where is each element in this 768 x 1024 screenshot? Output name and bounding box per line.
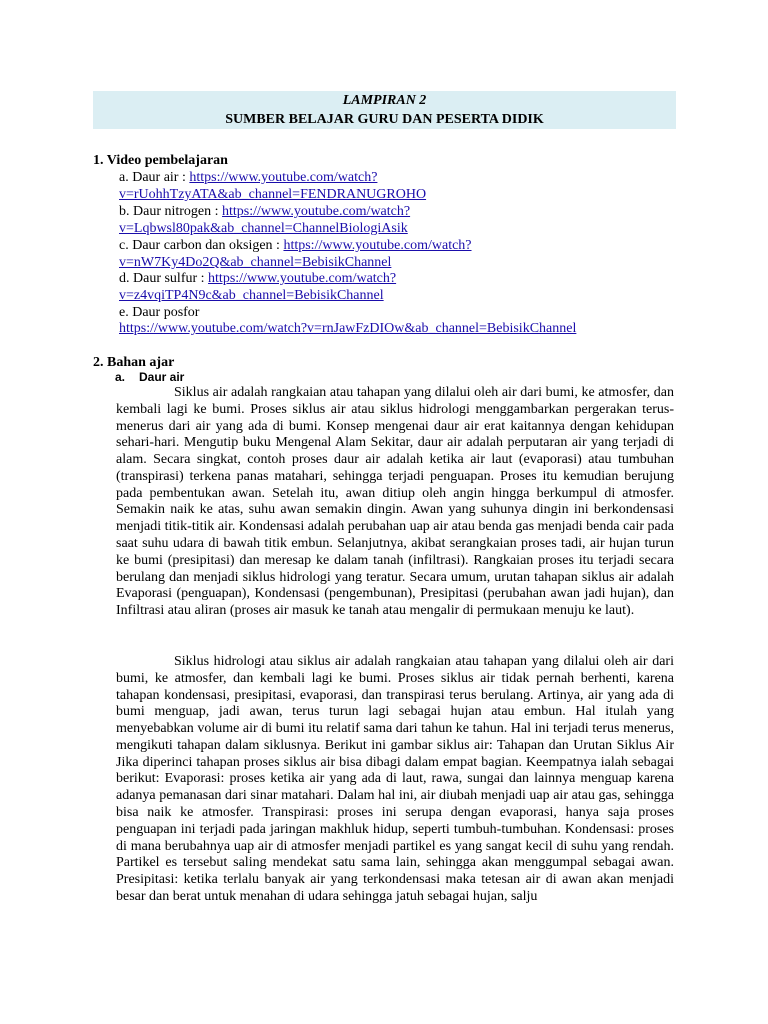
video-link-water-part1[interactable]: https://www.youtube.com/watch?: [189, 170, 378, 185]
section-1-heading: 1. Video pembelajaran: [93, 153, 228, 168]
video-item-sulfur: [119, 270, 396, 287]
video-link-phosphorus-part2[interactable]: https://www.youtube.com/watch?v=rnJawFzDIOw&ab_channel=BebisikChannel: [119, 321, 577, 336]
video-link-carbon-part1[interactable]: https://www.youtube.com/watch?: [283, 238, 472, 253]
video-item-label: d. Daur sulfur :: [119, 271, 209, 286]
appendix-subtitle: SUMBER BELAJAR GURU DAN PESERTA DIDIK: [225, 112, 544, 127]
video-item-carbon-url: [119, 254, 391, 271]
video-link-water-part2[interactable]: v=rUohhTzyATA&ab_channel=FENDRANUGROHO: [119, 187, 427, 202]
video-item-sulfur-url: [119, 287, 384, 304]
paragraph-2: Siklus hidrologi atau siklus air adalah rangkaian atau tahapan yang dilalui oleh air dari bumi, ke atmosfer, dan kembali lagi ke bumi. Proses siklus air tidak pernah berhenti, karena tahapan kondensasi, presipitasi, evaporasi, dan transpirasi terus berulang. Artinya, air yang ada di bumi menguap, jadi awan, terus turun lagi sebagai hujan atau embun. Hal itulah yang menyebabkan volume air di bumi itu relatif sama dari tahun ke tahun. Hal ini terjadi terus menerus, mengikuti tahapan dalam siklusnya. Berikut ini gambar siklus air: Tahapan dan Urutan Siklus Air Jika diperinci tahapan proses siklus air bisa dibagi dalam empat bagian. Keempatnya ialah sebagai berikut: Evaporasi: proses ketika air yang ada di laut, rawa, sungai dan lainnya menguap karena adanya pemanasan dari sinar matahari. Dalam hal ini, air diubah menjadi uap air atau gas, sehingga bisa naik ke atmosfer. Transpirasi: proses ini serupa dengan evaporasi, hanya saja proses penguapan ini terjadi pada jaringan makhluk hidup, seperti tumbuh-tumbuhan. Kondensasi: proses di mana berubahnya uap air di atmosfer menjadi partikel es yang sangat kecil di suhu yang rendah. Partikel es tersebut saling mendekat satu sama lain, sehingga akan menggumpal sebagai awan. Presipitasi: ketika terlalu banyak air yang terkondensasi maka tetesan air di awan akan menjadi besar dan berat untuk menahan di udara sehingga jatuh sebagai hujan, salju: [116, 654, 674, 904]
video-item-label: e. Daur posfor: [119, 305, 200, 320]
video-item-label: c. Daur carbon dan oksigen :: [119, 238, 284, 253]
video-item-nitrogen: [119, 203, 410, 220]
video-item-water-url: [119, 186, 426, 203]
section-2-heading: 2. Bahan ajar: [93, 355, 175, 370]
video-item-phosphorus-url: [119, 320, 576, 337]
paragraph-1: Siklus air adalah rangkaian atau tahapan yang dilalui oleh air dari bumi, ke atmosfer, dan kembali lagi ke bumi. Proses siklus air atau siklus hidrologi menggambarkan pergerakan terus-menerus dari air yang ada di bumi. Konsep mengenai daur air erat kaitannya dengan kehidupan sehari-hari. Mengutip buku Mengenal Alam Sekitar, daur air adalah perputaran air yang terjadi di alam. Secara singkat, contoh proses daur air adalah ketika air laut (evaporasi) atau tumbuhan (transpirasi) terkena panas matahari, sehingga terjadi penguapan. Proses itu kemudian berujung pada pembentukan awan. Setelah itu, awan ditiup oleh angin hingga berkumpul di atmosfer. Semakin naik ke atas, suhu awan semakin dingin. Awan yang suhunya dingin ini berkondensasi menjadi titik-titik air. Kondensasi adalah perubahan uap air atau benda gas menjadi benda cair pada saat suhu udara di bawah titik embun. Selanjutnya, akibat serangkaian proses tadi, air hujan turun ke bumi (presipitasi) dan meresap ke dalam tanah (infiltrasi). Rangkaian proses itu terjadi secara berulang dan menjadi siklus hidrologi yang teratur. Secara umum, urutan tahapan siklus air adalah Evaporasi (penguapan), Kondensasi (pengembunan), Presipitasi (perubahan awan jadi hujan), dan Infiltrasi atau aliran (proses air masuk ke tanah atau mengalir di permukaan menuju ke laut).: [116, 385, 674, 619]
video-item-label: a. Daur air :: [119, 170, 190, 185]
video-link-sulfur-part2[interactable]: v=z4vqiTP4N9c&ab_channel=BebisikChannel: [119, 288, 384, 303]
subsection-heading: [115, 370, 184, 385]
video-item-phosphorus: [119, 304, 199, 321]
video-link-nitrogen-part1[interactable]: https://www.youtube.com/watch?: [222, 204, 411, 219]
video-item-water: [119, 169, 377, 186]
video-item-label: b. Daur nitrogen :: [119, 204, 223, 219]
video-item-nitrogen-url: [119, 220, 408, 237]
video-item-carbon-oxygen: [119, 237, 472, 254]
appendix-title: LAMPIRAN 2: [342, 93, 427, 108]
video-link-nitrogen-part2[interactable]: v=Lqbwsl80pak&ab_channel=ChannelBiologiAsik: [119, 221, 408, 236]
video-link-sulfur-part1[interactable]: https://www.youtube.com/watch?: [208, 271, 397, 286]
video-link-carbon-part2[interactable]: v=nW7Ky4Do2Q&ab_channel=BebisikChannel: [119, 255, 392, 270]
subsection-title: Daur air: [139, 370, 185, 384]
subsection-letter: a.: [115, 370, 126, 384]
